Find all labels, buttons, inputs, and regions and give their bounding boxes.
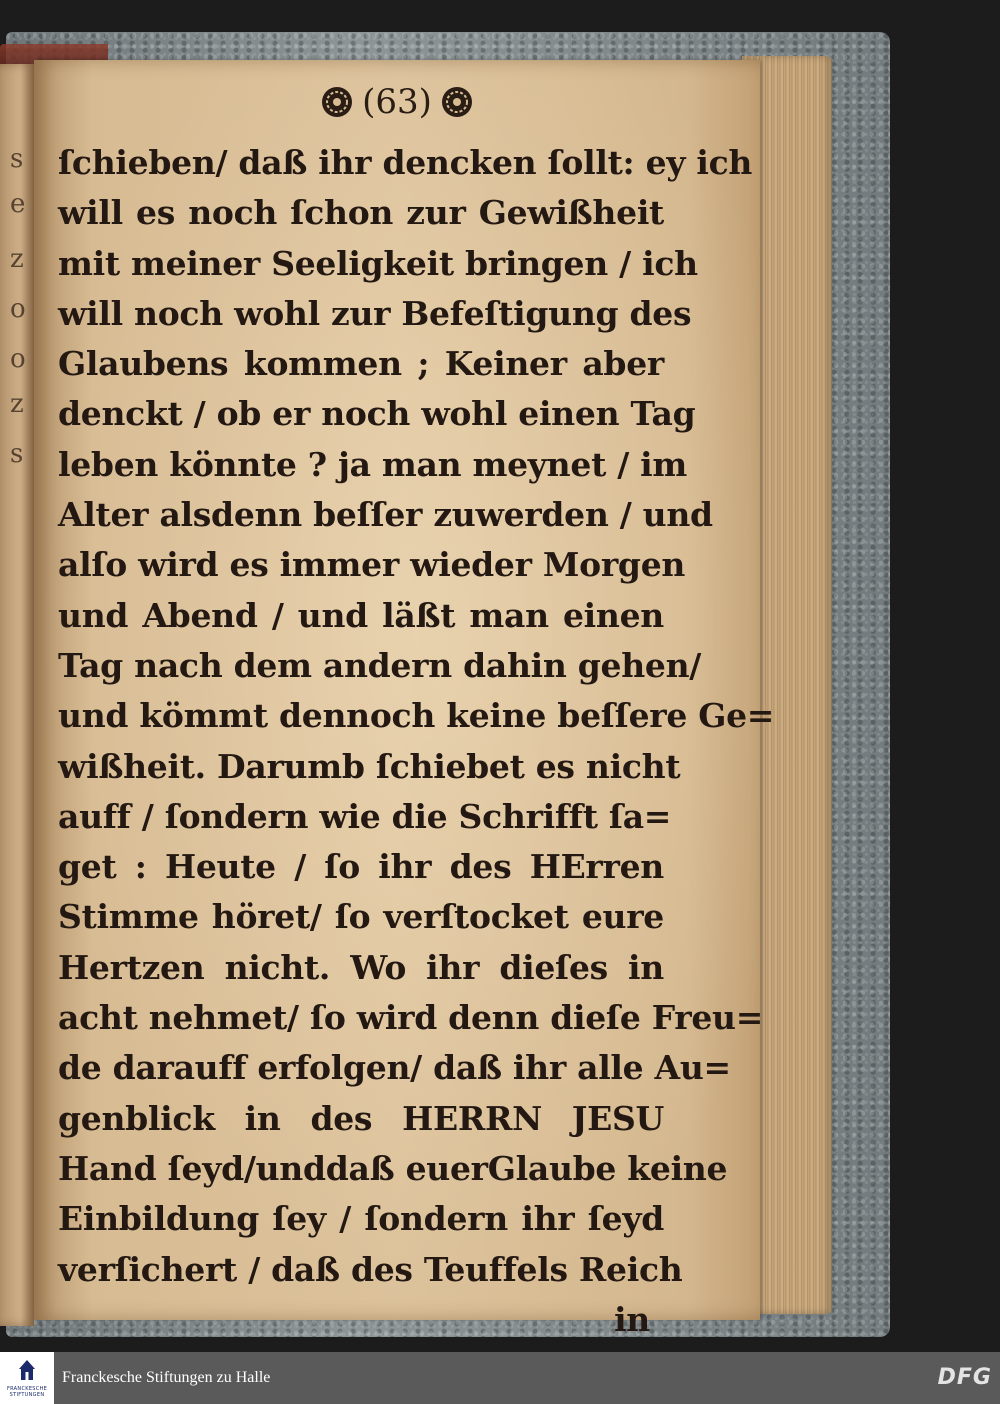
text-line: Tag nach dem andern dahin gehen/ [58,645,702,685]
left-page-glyph: o [10,294,26,324]
text-line: Hertzen nicht. Wo ihr dieſes in [58,947,664,987]
text-line: get : Heute / ſo ihr des HErren [58,847,664,887]
rosette-ornament-icon [320,85,354,119]
text-line: will noch wohl zur Befeſtigung des [58,293,692,333]
footer-bar [0,1352,1000,1404]
left-page-glyph: e [10,189,26,219]
text-line: leben könnte ? ja man meynet / im [58,444,687,484]
text-line: genblick in des HERRN JESU [58,1098,664,1138]
left-page-glyph: s [10,144,24,174]
rosette-ornament-icon [440,85,474,119]
text-line: und kömmt dennoch keine beſſere Ge= [58,696,775,736]
left-facing-page [0,64,34,1326]
left-page-glyph: z [10,244,24,274]
text-line: ſchieben/ daß ihr dencken ſollt: ey ich [58,143,753,182]
institution-logo[interactable] [0,1352,54,1404]
text-line: Hand ſeyd/unddaß euerGlaube keine [58,1148,728,1188]
text-line: will es noch ſchon zur Gewißheit [58,193,664,233]
text-line: alſo wird es immer wieder Morgen [58,545,686,585]
catchword: in [614,1299,650,1339]
text-line: wißheit. Darumb ſchiebet es nicht [58,746,681,786]
institution-name[interactable]: Franckesche Stiftungen zu Halle [62,1369,271,1386]
institution-emblem-icon [18,1358,36,1382]
text-line: denckt / ob er noch wohl einen Tag [58,394,696,434]
text-line: Stimme höret/ ſo verſtocket eure [58,897,664,937]
text-line: Glaubens kommen ; Keiner aber [58,344,664,384]
left-page-glyph: s [10,439,24,469]
page-text [58,138,775,1345]
text-line: und Abend / und läßt man einen [58,595,664,635]
left-page-glyph: z [10,389,24,419]
text-line: verſichert / daß des Teuffels Reich [58,1249,683,1289]
text-line: de darauff erfolgen/ daß ihr alle Au= [58,1048,731,1088]
dfg-logo[interactable]: DFG [937,1365,992,1390]
page-number: (63) [362,82,432,122]
page-header [34,82,760,132]
text-line: Einbildung ſey / ſondern ihr ſeyd [58,1199,664,1239]
text-line: Alter alsdenn beſſer zuwerden / und [58,495,713,535]
text-line: mit meiner Seeligkeit bringen / ich [58,243,698,283]
institution-logo-text: FRANCKESCHE STIFTUNGEN [6,1386,48,1398]
text-line: auff / ſondern wie die Schrifft ſa= [58,796,672,836]
text-line: acht nehmet/ ſo wird denn dieſe Freu= [58,998,764,1038]
book-page [34,60,775,1339]
left-page-glyph: o [10,344,26,374]
